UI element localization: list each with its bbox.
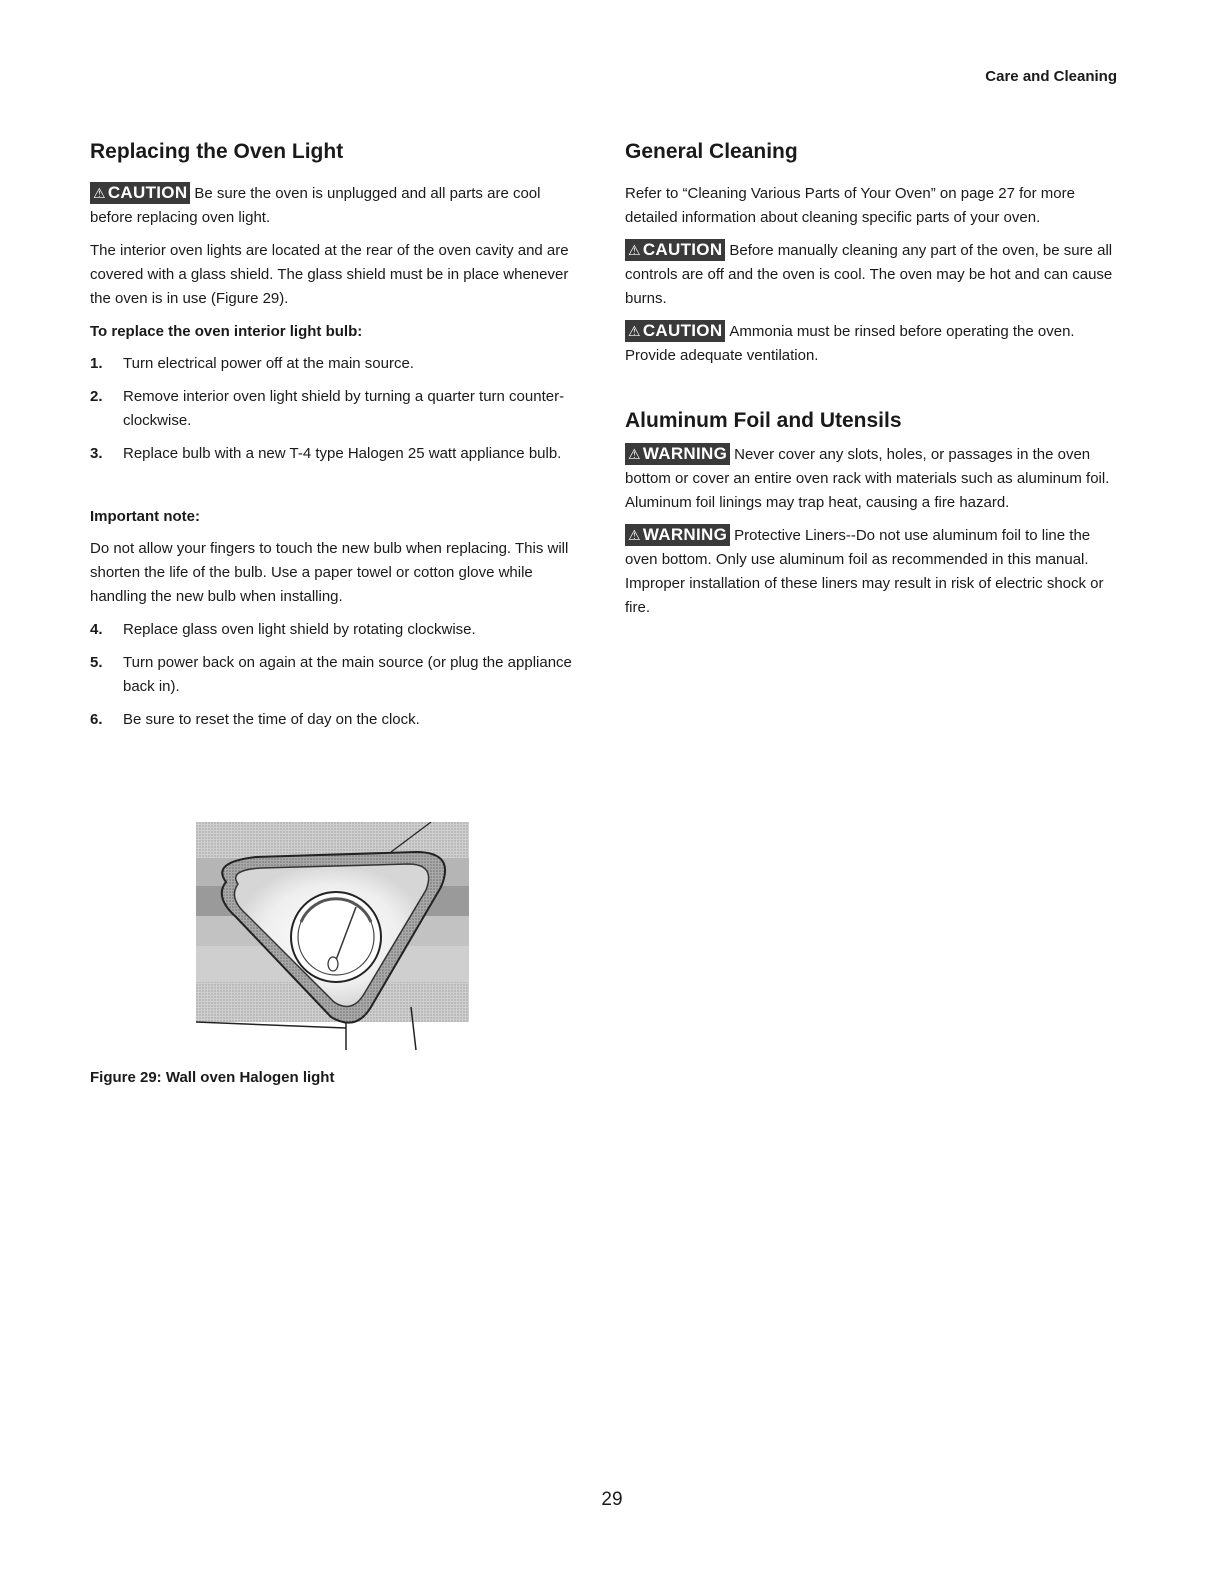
steps-list-b bbox=[90, 618, 586, 732]
caution-badge bbox=[90, 182, 190, 204]
replace-bulb-subhead: To replace the oven interior light bulb: bbox=[90, 323, 363, 340]
step-text: Replace glass oven light shield by rotating clockwise. bbox=[123, 621, 476, 638]
list-item bbox=[90, 708, 586, 732]
step-number: 6. bbox=[90, 711, 103, 728]
page-number: 29 bbox=[601, 1489, 623, 1510]
step-number: 1. bbox=[90, 355, 103, 372]
list-item bbox=[90, 618, 586, 642]
caution-text: Before manually cleaning any part of the oven, be sure all controls are off and the oven is cool. The oven may be hot and can cause burns. bbox=[625, 242, 1113, 307]
foil-warning-1 bbox=[625, 443, 1121, 515]
important-note-text: Do not allow your fingers to touch the new bulb when replacing. This will shorten the life of the bulb. Use a paper towel or cotton glove while handling the new bulb when installing. bbox=[90, 540, 569, 605]
halogen-light-illustration bbox=[196, 822, 469, 1052]
caution-badge bbox=[625, 320, 725, 342]
warning-triangle-icon: ⚠ bbox=[628, 242, 641, 258]
warning-text: Never cover any slots, holes, or passages in the oven bottom or cover an entire oven rack with materials such as aluminum foil. Aluminum foil linings may trap heat, causing a fire hazard. bbox=[625, 446, 1110, 511]
list-item bbox=[90, 352, 586, 376]
foil-warning-2 bbox=[625, 524, 1121, 620]
warning-badge bbox=[625, 443, 730, 465]
caution-badge bbox=[625, 239, 725, 261]
step-number: 4. bbox=[90, 621, 103, 638]
aluminum-foil-title: Aluminum Foil and Utensils bbox=[625, 409, 902, 432]
page-header-section: Care and Cleaning bbox=[985, 68, 1117, 85]
warning-badge-label: WARNING bbox=[642, 525, 728, 544]
list-item bbox=[90, 651, 586, 699]
warning-triangle-icon: ⚠ bbox=[93, 185, 106, 201]
caution-text: Ammonia must be rinsed before operating the oven. Provide adequate ventilation. bbox=[625, 323, 1075, 364]
warning-triangle-icon: ⚠ bbox=[628, 527, 641, 543]
steps-list-a bbox=[90, 352, 586, 466]
step-text: Turn power back on again at the main source (or plug the appliance back in). bbox=[123, 654, 572, 695]
step-number: 5. bbox=[90, 654, 103, 671]
figure-caption: Figure 29: Wall oven Halogen light bbox=[90, 1069, 335, 1086]
caution-text: Be sure the oven is unplugged and all parts are cool before replacing oven light. bbox=[90, 185, 541, 226]
caution-badge-label: CAUTION bbox=[642, 321, 723, 340]
step-text: Replace bulb with a new T-4 type Halogen 25 watt appliance bulb. bbox=[123, 445, 562, 462]
general-cleaning-text: Refer to “Cleaning Various Parts of Your Oven” on page 27 for more detailed information about cleaning specific parts of your oven. bbox=[625, 185, 1075, 226]
step-number: 3. bbox=[90, 445, 103, 462]
step-number: 2. bbox=[90, 388, 103, 405]
step-text: Be sure to reset the time of day on the clock. bbox=[123, 711, 420, 728]
oven-light-caution bbox=[90, 182, 586, 230]
warning-badge-label: WARNING bbox=[642, 444, 728, 463]
halogen-light-figure bbox=[196, 822, 469, 1052]
step-text: Remove interior oven light shield by turning a quarter turn counter-clockwise. bbox=[123, 388, 565, 429]
warning-triangle-icon: ⚠ bbox=[628, 446, 641, 462]
oven-light-intro: The interior oven lights are located at the rear of the oven cavity and are covered with a glass shield. The glass shield must be in place whenever the oven is in use (Figure 29). bbox=[90, 242, 569, 307]
oven-light-title: Replacing the Oven Light bbox=[90, 140, 344, 163]
list-item bbox=[90, 442, 586, 466]
step-text: Turn electrical power off at the main source. bbox=[123, 355, 414, 372]
warning-text: Protective Liners--Do not use aluminum foil to line the oven bottom. Only use aluminum foil as recommended in this manual. Improper installation of these liners may result in risk of electric shock or fire. bbox=[625, 527, 1104, 616]
caution-badge-label: CAUTION bbox=[642, 240, 723, 259]
general-caution-1 bbox=[625, 239, 1121, 311]
general-caution-2 bbox=[625, 320, 1121, 368]
warning-badge bbox=[625, 524, 730, 546]
general-cleaning-title: General Cleaning bbox=[625, 140, 798, 163]
important-note-title: Important note: bbox=[90, 508, 200, 525]
list-item bbox=[90, 385, 586, 433]
warning-triangle-icon: ⚠ bbox=[628, 323, 641, 339]
left-column bbox=[90, 138, 586, 741]
right-column bbox=[625, 138, 1121, 629]
caution-badge-label: CAUTION bbox=[107, 183, 188, 202]
